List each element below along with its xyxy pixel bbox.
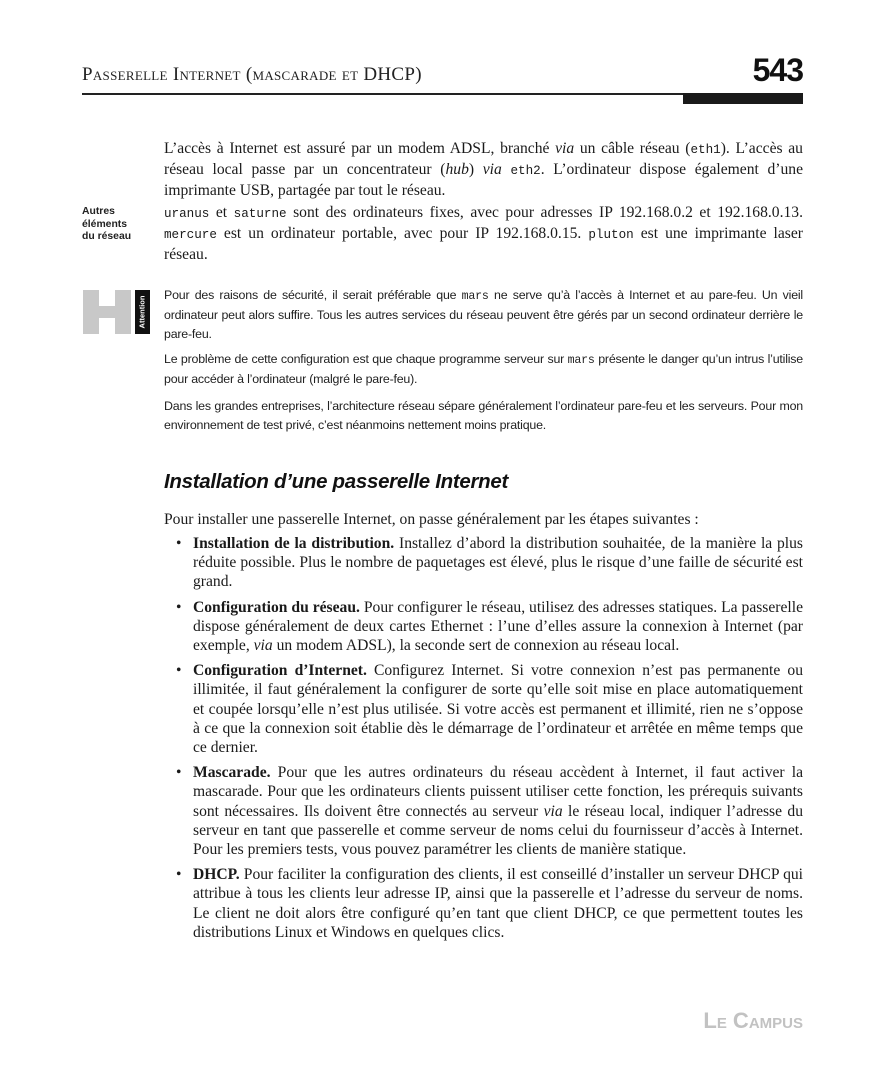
attention-icon-label: Attention — [137, 295, 147, 329]
steps-list — [176, 534, 803, 948]
code-eth2: eth2 — [510, 164, 541, 179]
list-item: • Mascarade. Pour que les autres ordinateurs du réseau accèdent à Internet, il faut activer la mascarade. Pour que les ordinateurs clients puissent utiliser cette fonction, les prérequis suivants sont nécessaires. Ils doivent être connectés au serveur via le réseau local, indiquer l’adresse du serveur en tant que passerelle et comme serveur de noms celui du fournisseur d’accès à Internet. Pour les premiers tests, vous pouvez paramétrer les clients de manière statique. — [176, 764, 803, 859]
code-eth1: eth1 — [690, 143, 721, 157]
paragraph-network-elements: uranus et saturne sont des ordinateurs fixes, avec pour adresses IP 192.168.0.2 et 192.168.0.13. mercure est un ordinateur portable, avec pour IP 192.168.0.15. pluton est une imprimante laser réseau. — [164, 204, 803, 264]
paragraph-internet-access: L’accès à Internet est assuré par un modem ADSL, branché via un câble réseau (eth1). L’accès au réseau local passe par un concentrateur (hub) via eth2. L’ordinateur dispose également d’une imprimante USB, partagée par tout le réseau. — [164, 140, 804, 200]
list-item: • DHCP. Pour faciliter la configuration des clients, il est conseillé d’installer un serveur DHCP qui attribue à tous les clients leur adresse IP, ainsi que la passerelle et l’adresse du serveur de noms. Le client ne doit alors être configuré qu’en tant que client DHCP, ce que permettent toutes les distributions Linux et Windows en quelques clics. — [176, 866, 803, 941]
page-number: 543 — [752, 52, 803, 88]
list-item: • Configuration d’Internet. Configurez Internet. Si votre connexion n’est pas permanente ou illimitée, il faut généralement la configurer de sorte qu’elle soit mise en place automatiquement et coupée lorsqu’elle n’est plus utilisée. Si votre accès est permanent et illimité, rien ne s’oppose à ce que la connexion soit établie dès le démarrage de l’ordinateur et arrêtée en même temps que ce dernier. — [176, 662, 804, 757]
attention-paragraph-1: Pour des raisons de sécurité, il serait préférable que mars ne serve qu’à l’accès à Internet et au pare-feu. Un vieil ordinateur peut alors suffire. Tous les autres services du réseau peuvent être gérés par un second ordinateur derrière le pare-feu. — [164, 288, 803, 341]
header-bar — [683, 93, 803, 104]
publisher-logo: Le Campus — [703, 1008, 803, 1033]
attention-paragraph-2: Le problème de cette configuration est que chaque programme serveur sur mars présente le danger qu’un intrus l’utilise pour accéder à l’ordinateur (malgré le pare-feu). — [164, 352, 803, 386]
bullet-icon: • — [176, 598, 182, 616]
section-heading: Installation d’une passerelle Internet — [164, 470, 509, 493]
list-item: • Installation de la distribution. Installez d’abord la distribution souhaitée, de la manière la plus réduite possible. Plus le nombre de paquetages est élevé, plus le risque d’une faille de sécurité est grand. — [176, 535, 804, 591]
section-intro: Pour installer une passerelle Internet, on passe généralement par les étapes suivantes : — [164, 511, 699, 528]
attention-paragraph-3: Dans les grandes entreprises, l’architecture réseau sépare généralement l’ordinateur pare-feu et les serveurs. Pour mon environnement de test privé, c’est néanmoins nettement moins pratique. — [164, 399, 803, 432]
list-item: • Configuration du réseau. Pour configurer le réseau, utilisez des adresses statiques. La passerelle dispose généralement de deux cartes Ethernet : l’une d’elles assure la connexion à Internet (par exemple, via un modem ADSL), la seconde sert de connexion au réseau local. — [176, 598, 803, 655]
bullet-icon: • — [176, 662, 182, 680]
bullet-icon: • — [176, 535, 182, 552]
margin-note: Autres éléments du réseau — [82, 206, 132, 243]
running-head: Passerelle Internet (mascarade et DHCP) — [82, 64, 422, 85]
attention-icon — [83, 290, 151, 334]
bullet-icon: • — [176, 866, 182, 884]
bullet-icon: • — [176, 764, 182, 782]
